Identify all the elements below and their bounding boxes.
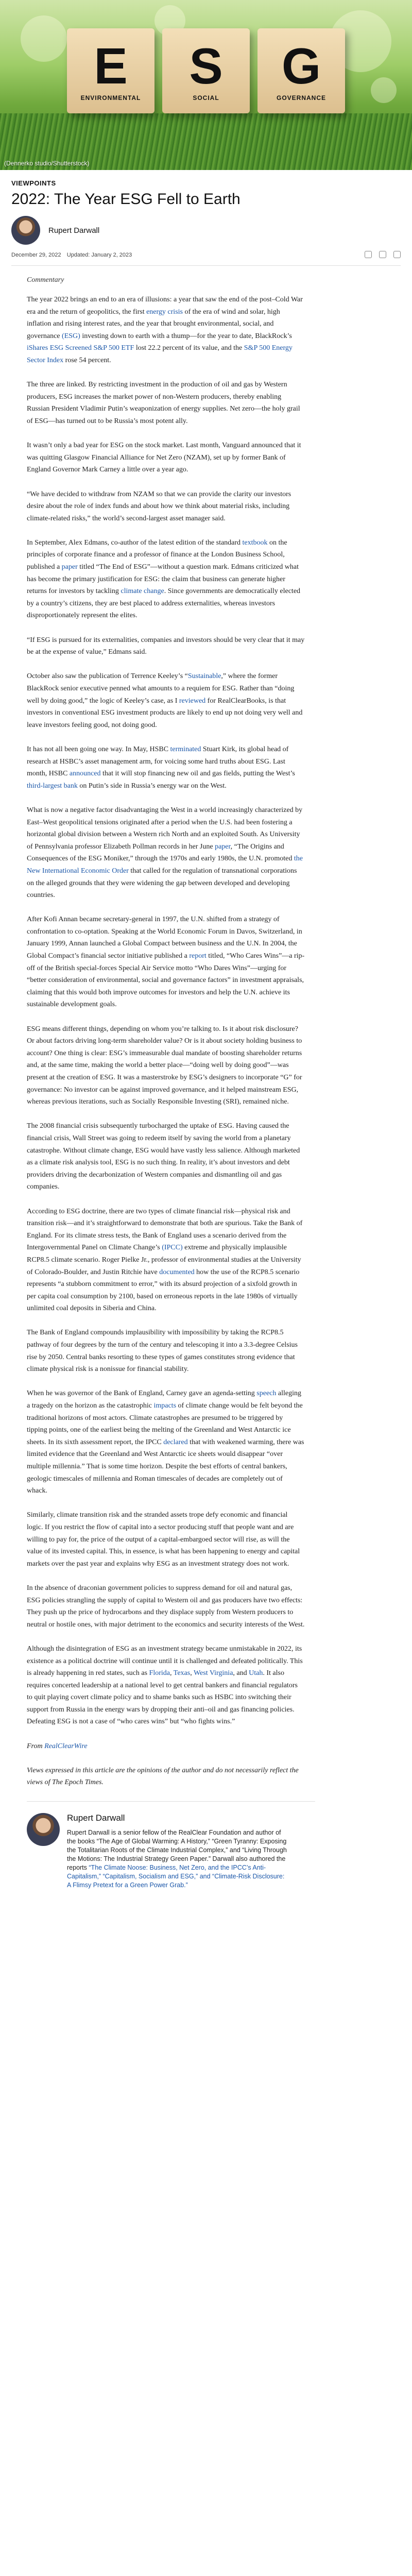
article-paragraph [27,634,305,658]
article-paragraph [27,804,305,902]
text-run: for RealClearBooks, is that investors in conventional ESG investment products are likely to end up not doing very well and leave investors feeling good, not doing good. [27,697,303,729]
text-run: “We have decided to withdraw from NZAM so that we can provide the clarity our investors desire about the role of index funds and about how we think about material risks, including climate-related risks,” the world’s second-largest asset manager said. [27,490,291,522]
text-run: What is now a negative factor disadvantaging the West in a world increasingly characterized by East–West geopolitical tensions originated after a period when the U.S. had been fostering a horizontal global division between a Western rich North and an exploited South. As University of Pennsylvania professor Elizabeth Pollman records in her June [27,806,303,851]
text-run: that it will stop financing new oil and gas fields, putting the West’s [100,770,295,778]
inline-link[interactable]: declared [163,1438,188,1446]
inline-link[interactable]: textbook [242,538,268,547]
author-name[interactable]: Rupert Darwall [48,226,100,235]
inline-link[interactable]: Florida [149,1669,170,1677]
text-run: that called for the regulation of transnational corporations on the alleged grounds that they were widening the gap between developed and developing countries. [27,867,297,900]
divider [11,265,401,266]
cube-caption: GOVERNANCE [276,94,326,101]
article-paragraph [27,488,305,525]
text-run: . It also requires concerted leadership at a national level to get central bankers and financial regulators to quit playing covert climate policy and to shame banks such as HSBC into switching their support from Russia in the energy wars by dropping their anti–oil and gas financing policies. Defeating ESG is not a case of “who cares wins” but “who fights wins.” [27,1669,298,1726]
author-bio-card [27,1801,315,1890]
text-run: ESG means different things, depending on whom you’re talking to. Is it about risk disclosure? Or about factors driving long-term shareholder value? Or is it about society holding business to account? One thing is clear: ESG’s immeasurable dual mandate of boosting shareholder returns and, at the same time, making the world a better place—“doing well by doing good”—was present at the creation of ESG. It was a masterstroke by ESG’s designers to incorporate “G” for governance: No investor can be against improved governance, and it helped mainstream ESG, whereas previous iterations, such as Socially Responsible Investing (SRI), remained niche. [27,1025,302,1106]
inline-link[interactable]: Utah [249,1669,263,1677]
text-run: The Bank of England compounds implausibility with impossibility by taking the RCP8.5 pathway of four degrees by the turn of the century and telescoping it into a 3.3-degree Celsius rise by 2050. Central banks resorting to these types of games constitutes strong evidence that climate physical risk is a nonissue for financial stability. [27,1329,298,1374]
article-paragraph [27,1387,305,1497]
bio-author-name[interactable]: Rupert Darwall [67,1812,125,1823]
text-run: alleging a tragedy on the horizon as the catastrophic [27,1389,301,1410]
article-paragraphs [27,294,305,1728]
image-credit: (Dennerko studio/Shutterstock) [4,160,90,167]
text-run: titled, “Who Cares Wins”—a rip-off of the British special-forces Special Air Service motto “Who Dares Wins”—urging for “better consideration of environmental, social and governance factors” in investment appraisals, claiming that this would both improve outcomes for investors and help the U.N. achieve its sustainable development goals. [27,952,305,1009]
source-line [27,1740,305,1753]
inline-link[interactable]: documented [159,1268,195,1276]
cube-environmental [67,28,154,113]
source-link[interactable]: RealClearWire [44,1742,88,1750]
text-run: October also saw the publication of Terrence Keeley’s “ [27,672,188,681]
text-run: In September, Alex Edmans, co-author of the latest edition of the standard [27,538,243,547]
article-paragraph [27,379,305,427]
inline-link[interactable]: paper [61,563,78,571]
text-run: The 2008 financial crisis subsequently turbocharged the uptake of ESG. Having caused the financial crisis, Wall Street was going to redeem itself by saving the world from a planetary catastrophe. Without climate change, ESG would have vastly less salience. Although marketed as a climate risk analysis tool, ESG is no such thing. In reality, it’s about investors and debt providers driving the decarbonization of Western companies and dismantling oil and gas companies. [27,1122,300,1191]
cube-letter: E [94,37,128,94]
inline-link[interactable]: announced [69,770,101,778]
text-run: of the era of wind and solar, high inflation and rising interest rates, and the year that brought environmental, social, and governance [27,308,280,340]
inline-link[interactable]: S&P 500 Energy Sector Index [27,344,293,364]
text-run: rose 54 percent. [63,356,111,364]
bio-text [67,1828,288,1890]
bio-avatar[interactable] [27,1813,60,1846]
text-run: how the use of the RCP8.5 scenario represents “a stubborn commitment to error,” with its absurd projection of a sixfold growth in per capita coal consumption by 2100, based on erroneous reports in the late 1980s of virtually unlimited coal deposits in Siberia and China. [27,1268,300,1313]
text-run: Rupert Darwall is a senior fellow of the RealClear Foundation and author of the books “The Age of Global Warming: A History,” “Green Tyranny: Exposing the Totalitarian Roots of the Climate Industrial Complex,” and “Living Through the Motions: The Industrial Strategy Green Paper.” Darwall also authored the reports [67,1828,287,1871]
inline-link[interactable]: report [189,952,207,960]
text-run: titled “The End of ESG”—without a question mark. Edmans criticized what has become the primary justification for ESG: the claim that business can generate higher returns for investors by tackling [27,563,299,596]
article-label: Commentary [27,276,64,284]
article-paragraph [27,1327,305,1375]
text-run: , and [233,1669,249,1677]
text-run: Although the disintegration of ESG as an investment strategy became unmistakable in 2022, its existence as a political doctrine will continue until it is challenged and defeated politically. This is already happening in red states, such as [27,1645,303,1677]
article-paragraph [27,1643,305,1728]
article-paragraph [27,537,305,622]
text-run: , “The Origins and Consequences of the ESG Moniker,” through the 1970s and early 1980s, the U.N. promoted [27,842,294,863]
print-icon[interactable] [379,251,386,258]
cube-letter: S [189,37,223,94]
text-run: of climate change would be felt beyond the traditional horizons of most actors. Climate catastrophes are presumed to be triggered by tipping points, one of the earliest being the melting of the Greenland and West Antarctic ice sheets. In its sixth assessment report, the IPCC [27,1402,303,1446]
inline-link[interactable]: the New International Economic Order [27,855,303,875]
article-paragraph [27,439,305,476]
esg-cubes [67,28,345,137]
article-paragraph [27,743,305,792]
inline-link[interactable]: energy crisis [146,308,183,316]
page-title: 2022: The Year ESG Fell to Earth [11,191,241,208]
text-run: After Kofi Annan became secretary-general in 1997, the U.N. shifted from a strategy of confrontation to co-optation. Speaking at the World Economic Forum in Davos, Switzerland, in January 1999, Annan launched a Global Compact between business and the U.N. In 2004, the Global Compact’s financial sector initiative published a [27,916,302,960]
share-icon[interactable] [365,251,372,258]
inline-link[interactable]: Sustainable [187,672,221,681]
inline-link[interactable]: third-largest bank [27,782,78,790]
article-paragraph [27,1206,305,1315]
text-run: When he was governor of the Bank of England, Carney gave an agenda-setting [27,1389,257,1398]
text-run: The three are linked. By restricting investment in the production of oil and gas by Western producers, ESG increases the market power of non-Western producers, thereby enabling Russian President Vladimir Putin’s weaponization of energy supplies. Net zero—the holy grail of ESG—has turned out to be Russia’s most potent ally. [27,381,300,425]
text-run: , [190,1669,194,1677]
author-avatar[interactable] [11,216,40,245]
inline-link[interactable]: paper [215,842,231,851]
inline-link[interactable]: West Virginia [193,1669,233,1677]
article-paragraph [27,1509,305,1570]
text-run: on Putin’s side in Russia’s energy war on the West. [77,782,227,790]
text-run: It has not all been going one way. In May, HSBC [27,745,170,753]
text-run: ,” where the former BlackRock senior executive penned what amounts to a requiem for ESG. Rather than “doing well by doing good,” the logic of Keeley’s case, as I [27,672,295,705]
inline-link[interactable]: speech [256,1389,277,1398]
category-label[interactable]: VIEWPOINTS [11,179,56,187]
article-paragraph [27,1023,305,1108]
inline-link[interactable]: iShares ESG Screened S&P 500 ETF [27,344,134,352]
text-run: lost 22.2 percent of its value, and the [134,344,244,352]
inline-link[interactable]: “The Climate Noose: Business, Net Zero, and the IPCC’s Anti-Capitalism,” “Capitalism, Socialism and ESG,” and “Climate-Risk Disclosure: A Flimsy Pretext for a Green Power Grab.” [67,1863,285,1889]
text-run: Similarly, climate transition risk and the stranded assets trope defy economic and financial logic. If you restrict the flow of capital into a sector producing stuff that people want and are willing to pay for, the price of the output of a capital-embargoed sector will rise, as will the value of its invested capital. This, in essence, is what has been happening to energy and capital markets over the past year and explains why ESG as an investment strategy does not work. [27,1511,300,1568]
text-run: “If ESG is pursued for its externalities, companies and investors should be very clear that it may be at the expense of value,” Edmans said. [27,636,305,656]
article-paragraph [27,1582,305,1631]
text-run: , [170,1669,174,1677]
source-prefix: From [27,1742,45,1750]
text-run: Stuart Kirk, its global head of research at HSBC’s asset management arm, for voicing some hard truths about ESG. Last month, HSBC [27,745,289,778]
inline-link[interactable]: terminated [170,745,201,753]
author-row[interactable] [11,216,401,245]
disclaimer: Views expressed in this article are the opinions of the author and do not necessarily reflect the views of The Epoch Times. [27,1766,299,1787]
article-paragraph [27,294,305,367]
text-run: In the absence of draconian government policies to suppress demand for oil and natural gas, ESG policies strangling the supply of capital to Western oil and gas producers have two effects: They push up the price of hydrocarbons and they displace supply from Western producers to neutral or hostile ones, with major detriment to the economics and security interests of the West. [27,1584,305,1629]
text-run: on the principles of corporate finance and a professor of finance at the London Business School, published a [27,538,287,571]
cube-letter: G [281,37,321,94]
inline-link[interactable]: Texas [173,1669,191,1677]
updated-date: Updated: January 2, 2023 [66,252,132,258]
bookmark-icon[interactable] [393,251,401,258]
article-paragraph [27,670,305,731]
cube-caption: ENVIRONMENTAL [80,94,141,101]
cube-caption: SOCIAL [193,94,219,101]
inline-link[interactable]: climate change [121,587,164,596]
hero-image [0,0,412,170]
inline-link[interactable]: impacts [153,1402,177,1410]
text-run: According to ESG doctrine, there are two types of climate financial risk—physical risk and transition risk—and it’s straightforward to demonstrate that both are spurious. Take the Bank of England. For its climate stress tests, the Bank of England uses a scenario derived from the Intergovernmental Panel on Climate Change’s [27,1207,303,1252]
inline-link[interactable]: (IPCC) [162,1244,183,1252]
article-paragraph [27,913,305,1011]
cube-social [162,28,250,113]
inline-link[interactable]: (ESG) [62,332,80,340]
text-run: that with weakened warming, there was limited evidence that the Greenland and West Antarctic ice sheets would disappear “over multiple millennia.” That is some time horizon. Despite the best efforts of central bankers, geologic timescales of millennia and Roman timescales of decades are completely out of whack. [27,1438,304,1495]
article-paragraph [27,1120,305,1193]
text-run: investing down to earth with a thump—for the year to date, BlackRock’s [80,332,292,340]
text-run: The year 2022 brings an end to an era of illusions: a year that saw the end of the post–Cold War era and the return of geopolitics, the first [27,296,303,316]
text-run: . Since governments are democratically elected by a country’s citizens, they are best placed to address externalities, whereas investors disproportionately represent the elites. [27,587,301,620]
inline-link[interactable]: reviewed [179,697,206,705]
text-run: extreme and physically implausible RCP8.5 climate scenario. Roger Pielke Jr., professor of environmental studies at the University of Colorado-Boulder, and Justin Ritchie have [27,1244,301,1276]
cube-governance [258,28,345,113]
text-run: It wasn’t only a bad year for ESG on the stock market. Last month, Vanguard announced that it was quitting Glasgow Financial Alliance for Net Zero (NZAM), set up by former Bank of England Governor Mark Carney a little over a year ago. [27,442,301,474]
article-body [27,276,305,1789]
published-date: December 29, 2022 [11,252,61,258]
